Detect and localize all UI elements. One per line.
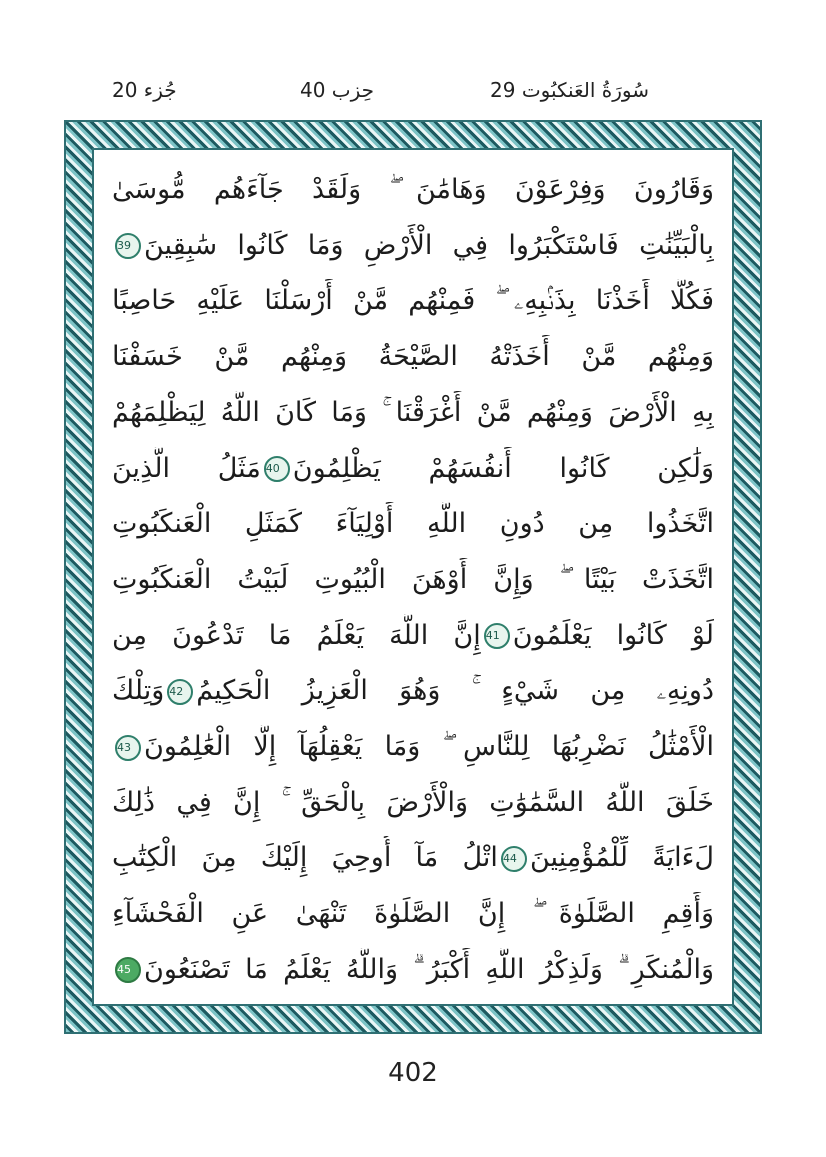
verse-text: خَلَقَ اللَّهُ السَّمَٰوَٰتِ وَالْأَرْضَ بِالْحَقِّ ۚ إِنَّ فِي ذَٰلِكَ <box>112 786 714 818</box>
verse-text: اتَّخَذَتْ بَيْتًا ۖ وَإِنَّ أَوْهَنَ الْبُيُوتِ لَبَيْتُ الْعَنكَبُوتِ <box>112 563 714 595</box>
verse-line <box>112 614 714 658</box>
verse-text: الْأَمْثَٰلُ نَضْرِبُهَا لِلنَّاسِ ۖ وَمَا يَعْقِلُهَآ إِلَّا الْعَٰلِمُونَ <box>144 731 714 763</box>
verse-line <box>112 948 714 992</box>
verse-text-continued: وَتِلْكَ <box>112 675 165 707</box>
surah-label: 29 سُورَةُ العَنكبُوت <box>490 78 649 102</box>
ayah-number-marker: 42 <box>167 679 193 705</box>
verse-line <box>112 502 714 546</box>
verse-text: بِالْبَيِّنَٰتِ فَاسْتَكْبَرُوا فِي الْأَرْضِ وَمَا كَانُوا سَٰبِقِينَ <box>144 229 714 261</box>
verse-line <box>112 279 714 323</box>
verse-line <box>112 725 714 769</box>
ayah-number-marker: 45 <box>115 957 141 983</box>
verse-text: وَأَقِمِ الصَّلَوٰةَ ۖ إِنَّ الصَّلَوٰةَ تَنْهَىٰ عَنِ الْفَحْشَآءِ <box>112 898 714 930</box>
verse-text: وَمِنْهُم مَّنْ أَخَذَتْهُ الصَّيْحَةُ وَمِنْهُم مَّنْ خَسَفْنَا <box>112 341 714 373</box>
verse-line <box>112 669 714 713</box>
verse-text: لَءَايَةً لِّلْمُؤْمِنِينَ <box>529 842 714 874</box>
verse-line <box>112 168 714 212</box>
verse-line <box>112 781 714 825</box>
verse-line <box>112 836 714 880</box>
verse-text: دُونِهِۦ مِن شَيْءٍ ۚ وَهُوَ الْعَزِيزُ الْحَكِيمُ <box>196 675 714 707</box>
text-panel <box>92 148 734 1006</box>
verse-text: اتَّخَذُوا مِن دُونِ اللَّهِ أَوْلِيَآءَ كَمَثَلِ الْعَنكَبُوتِ <box>112 508 714 540</box>
ayah-number-marker: 41 <box>484 623 510 649</box>
verse-text-continued: مَثَلُ الَّذِينَ <box>112 452 261 484</box>
verse-lines <box>112 168 714 992</box>
juz-label: جُزء 20 <box>112 78 177 102</box>
verse-line <box>112 558 714 602</box>
verse-text: وَلَٰكِن كَانُوا أَنفُسَهُمْ يَظْلِمُونَ <box>292 452 714 484</box>
ayah-number-marker: 40 <box>264 456 290 482</box>
verse-line <box>112 892 714 936</box>
verse-text: فَكُلًّا أَخَذْنَا بِذَنۢبِهِۦ ۖ فَمِنْهُم مَّنْ أَرْسَلْنَا عَلَيْهِ حَاصِبًا <box>112 285 714 317</box>
verse-line <box>112 335 714 379</box>
verse-text: وَقَارُونَ وَفِرْعَوْنَ وَهَامَٰنَ ۖ وَلَقَدْ جَآءَهُم مُّوسَىٰ <box>112 174 714 205</box>
verse-line <box>112 224 714 268</box>
ayah-number-marker: 44 <box>501 846 527 872</box>
ayah-number-marker: 43 <box>115 735 141 761</box>
page-header <box>0 78 826 118</box>
verse-line <box>112 447 714 491</box>
page-number: 402 <box>388 1058 438 1088</box>
verse-text: وَالْمُنكَرِ ۗ وَلَذِكْرُ اللَّهِ أَكْبَرُ ۗ وَاللَّهُ يَعْلَمُ مَا تَصْنَعُونَ <box>144 953 714 985</box>
hizb-label: حِزب 40 <box>300 78 375 102</box>
ornamental-border <box>64 120 762 1034</box>
verse-line <box>112 391 714 435</box>
verse-text: لَوْ كَانُوا يَعْلَمُونَ <box>512 619 714 651</box>
ayah-number-marker: 39 <box>115 233 141 259</box>
verse-text-continued: إِنَّ اللَّهَ يَعْلَمُ مَا تَدْعُونَ مِن <box>112 619 481 651</box>
verse-text: بِهِ الْأَرْضَ وَمِنْهُم مَّنْ أَغْرَقْنَا ۚ وَمَا كَانَ اللَّهُ لِيَظْلِمَهُمْ <box>112 396 714 428</box>
verse-text-continued: اتْلُ مَآ أُوحِيَ إِلَيْكَ مِنَ الْكِتَٰبِ <box>112 842 498 874</box>
